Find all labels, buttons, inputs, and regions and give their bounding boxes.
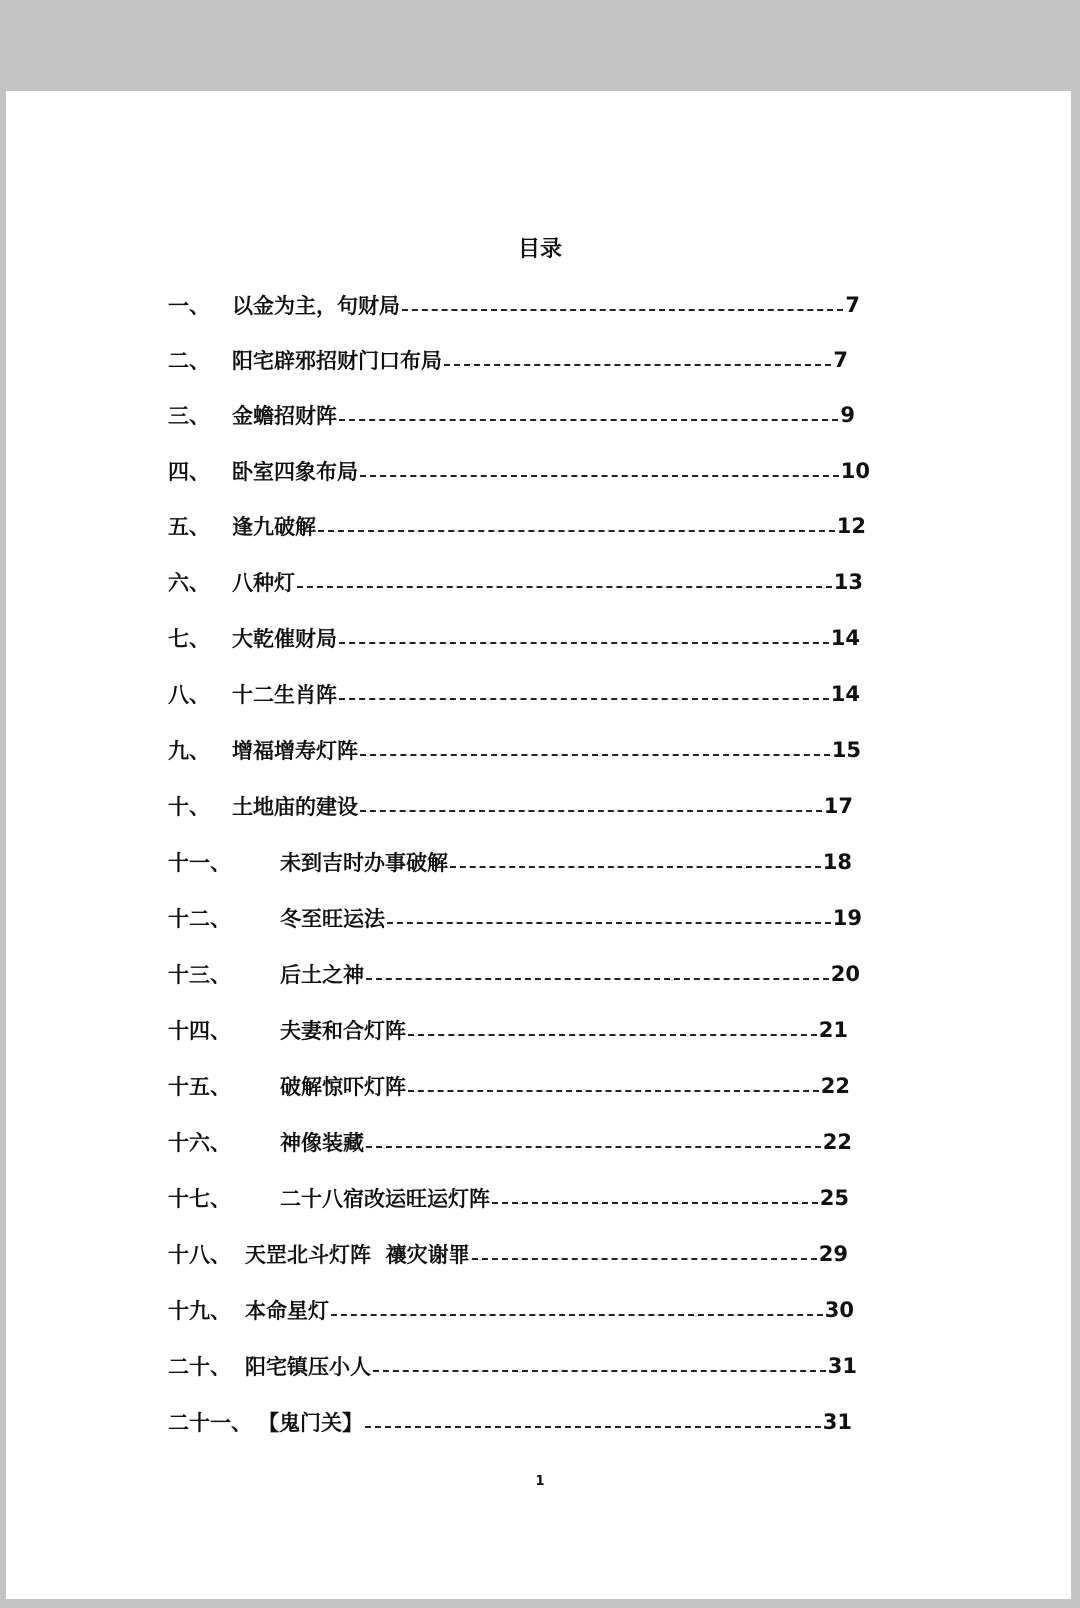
toc-entry-page: 29: [818, 1242, 848, 1266]
toc-entry-number: 四、: [168, 460, 210, 484]
toc-dot-leader: [373, 1370, 826, 1372]
toc-entry-page: 10: [840, 459, 870, 483]
toc-dot-leader: [360, 810, 822, 812]
toc-entry-title: 未到吉时办事破解: [280, 851, 448, 875]
toc-dot-leader: [472, 1258, 817, 1260]
toc-entry-page: 31: [827, 1354, 857, 1378]
toc-dot-leader: [318, 530, 835, 532]
toc-entry[interactable]: [168, 345, 848, 375]
toc-entry[interactable]: [168, 847, 852, 877]
toc-entry-page: 19: [832, 906, 862, 930]
toc-entry-title: 冬至旺运法: [280, 907, 385, 931]
toc-dot-leader: [408, 1090, 819, 1092]
toc-entry-page: 18: [822, 850, 852, 874]
toc-entry[interactable]: [168, 1407, 852, 1437]
toc-dot-leader: [297, 586, 832, 588]
toc-entry-title: 阳宅镇压小人: [245, 1355, 371, 1379]
toc-entry-page: 21: [818, 1018, 848, 1042]
toc-entry-number: 九、: [168, 739, 210, 763]
toc-entry[interactable]: [168, 1183, 849, 1213]
toc-entry-page: 9: [840, 403, 855, 427]
toc-entry-number: 七、: [168, 627, 210, 651]
toc-dot-leader: [360, 754, 830, 756]
toc-dot-leader: [365, 1426, 821, 1428]
toc-entry[interactable]: [168, 511, 866, 541]
toc-entry[interactable]: [168, 1295, 854, 1325]
toc-dot-leader: [366, 978, 829, 980]
toc-entry[interactable]: [168, 1127, 852, 1157]
toc-entry-title: 以金为主，句财局: [232, 294, 400, 318]
toc-entry-page: 22: [820, 1074, 850, 1098]
toc-dot-leader: [444, 364, 831, 366]
toc-entry-page: 20: [830, 962, 860, 986]
toc-entry-title: 增福增寿灯阵: [232, 739, 358, 763]
toc-entry-number: 十三、: [168, 963, 231, 987]
toc-entry[interactable]: [168, 1239, 848, 1269]
toc-entry-title: 【鬼门关】: [258, 1411, 363, 1435]
toc-entry-page: 25: [819, 1186, 849, 1210]
toc-entry-number: 六、: [168, 571, 210, 595]
toc-entry-number: 十五、: [168, 1075, 231, 1099]
toc-dot-leader: [450, 866, 821, 868]
toc-entry[interactable]: [168, 623, 860, 653]
toc-dot-leader: [402, 309, 843, 311]
toc-entry-page: 31: [822, 1410, 852, 1434]
toc-entry-number: 二、: [168, 349, 210, 373]
toc-entry-page: 14: [830, 682, 860, 706]
toc-title: 目录: [517, 237, 562, 262]
toc-entry-page: 17: [823, 794, 853, 818]
toc-entry[interactable]: [168, 735, 861, 765]
toc-entry-page: 22: [822, 1130, 852, 1154]
toc-entry-number: 五、: [168, 515, 210, 539]
toc-entry-page: 12: [836, 514, 866, 538]
toc-entry-title: 二十八宿改运旺运灯阵: [280, 1187, 490, 1211]
toc-entry[interactable]: [168, 791, 853, 821]
toc-entry-page: 14: [830, 626, 860, 650]
toc-entry[interactable]: [168, 290, 860, 320]
toc-entry[interactable]: [168, 1015, 848, 1045]
toc-entry[interactable]: [168, 903, 862, 933]
toc-dot-leader: [408, 1034, 817, 1036]
toc-dot-leader: [339, 419, 838, 421]
toc-entry-number: 一、: [168, 294, 210, 318]
toc-entry-number: 二十一、: [168, 1411, 252, 1435]
toc-entry-page: 30: [824, 1298, 854, 1322]
toc-entry-number: 十一、: [168, 851, 231, 875]
toc-entry-title: 后土之神: [280, 963, 364, 987]
toc-entry-title: 卧室四象布局: [232, 460, 358, 484]
toc-entry-number: 十四、: [168, 1019, 231, 1043]
toc-entry-title: 夫妻和合灯阵: [280, 1019, 406, 1043]
toc-entry-title: 天罡北斗灯阵 禳灾谢罪: [245, 1243, 470, 1267]
toc-entry-number: 十二、: [168, 907, 231, 931]
toc-entry[interactable]: [168, 959, 860, 989]
toc-entry-title: 土地庙的建设: [232, 795, 358, 819]
toc-entry-page: 7: [833, 348, 848, 372]
toc-dot-leader: [387, 922, 831, 924]
toc-entry-page: 15: [831, 738, 861, 762]
toc-entry[interactable]: [168, 456, 870, 486]
toc-entry-number: 十八、: [168, 1243, 231, 1267]
toc-dot-leader: [366, 1146, 821, 1148]
toc-entry[interactable]: [168, 400, 855, 430]
toc-entry-title: 十二生肖阵: [232, 683, 337, 707]
toc-entry-number: 十六、: [168, 1131, 231, 1155]
toc-entry-title: 破解惊吓灯阵: [280, 1075, 406, 1099]
toc-entry-number: 十、: [168, 795, 210, 819]
toc-entry-number: 十七、: [168, 1187, 231, 1211]
toc-entry[interactable]: [168, 1351, 857, 1381]
toc-entry-title: 神像装藏: [280, 1131, 364, 1155]
toc-dot-leader: [331, 1314, 823, 1316]
toc-entry-title: 逢九破解: [232, 515, 316, 539]
toc-entry-page: 7: [845, 293, 860, 317]
toc-entry[interactable]: [168, 1071, 850, 1101]
toc-entry-page: 13: [833, 570, 863, 594]
toc-entry-title: 八种灯: [232, 571, 295, 595]
toc-entry-number: 二十、: [168, 1355, 231, 1379]
toc-entry-number: 三、: [168, 404, 210, 428]
toc-dot-leader: [339, 698, 829, 700]
toc-entry[interactable]: [168, 567, 863, 597]
toc-dot-leader: [492, 1202, 818, 1204]
toc-entry[interactable]: [168, 679, 860, 709]
toc-entry-number: 十九、: [168, 1299, 231, 1323]
page-number: 1: [535, 1474, 545, 1489]
toc-dot-leader: [339, 642, 829, 644]
toc-entry-number: 八、: [168, 683, 210, 707]
toc-dot-leader: [360, 475, 839, 477]
toc-entry-title: 阳宅辟邪招财门口布局: [232, 349, 442, 373]
toc-entry-title: 金蟾招财阵: [232, 404, 337, 428]
toc-entry-title: 本命星灯: [245, 1299, 329, 1323]
toc-entry-title: 大乾催财局: [232, 627, 337, 651]
